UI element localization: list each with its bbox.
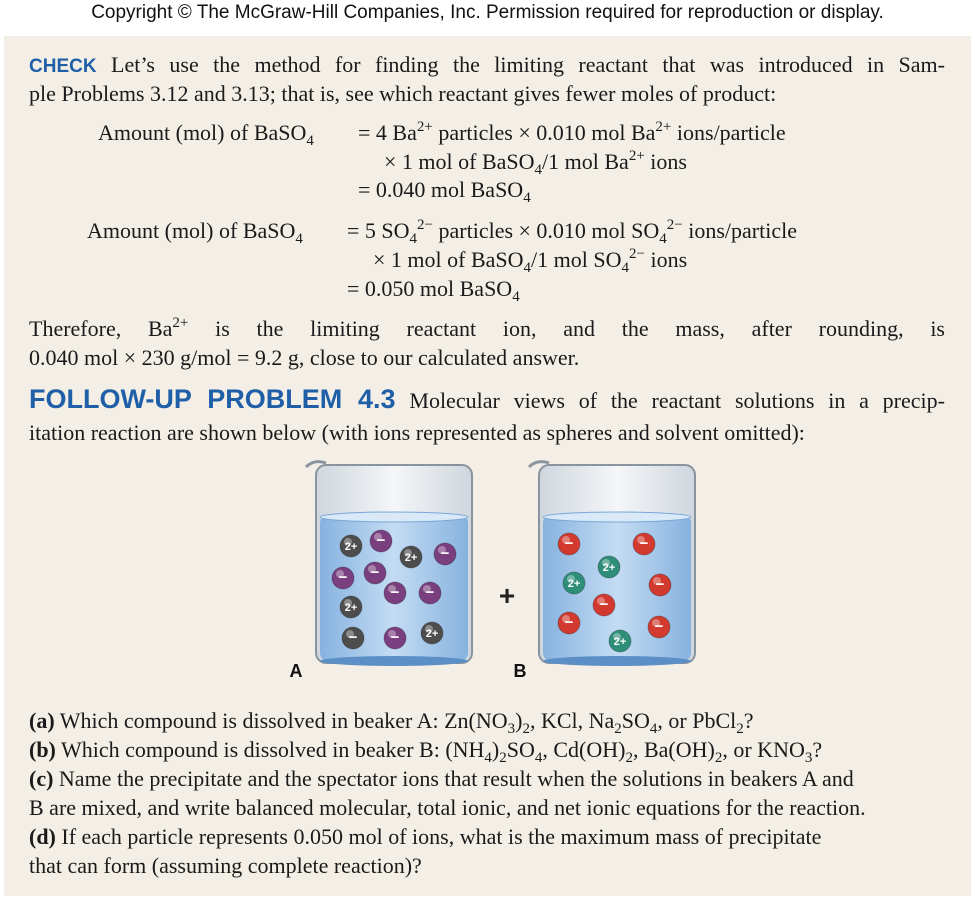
check-label: CHECK	[29, 56, 97, 77]
svg-text:−: −	[639, 535, 649, 552]
svg-text:−: −	[654, 618, 664, 635]
anion-sphere	[593, 594, 615, 616]
anion-sphere	[633, 533, 655, 555]
anion-sphere	[364, 562, 386, 584]
svg-text:−: −	[440, 545, 450, 562]
anion-sphere	[558, 533, 580, 555]
svg-text:−: −	[338, 569, 348, 586]
cation-sphere	[340, 535, 362, 557]
svg-text:2+: 2+	[404, 552, 418, 564]
therefore-line-1: Therefore, $Ba^{2+}$ is the limiting reactant ion, and the mass, after rounding, is	[29, 315, 945, 341]
followup-line-2	[29, 418, 805, 447]
cation-sphere	[563, 572, 585, 594]
cation-sphere	[400, 546, 422, 568]
svg-text:−: −	[390, 584, 400, 601]
label-b: B	[513, 661, 527, 681]
svg-text:2+: 2+	[567, 578, 581, 590]
svg-text:2+: 2+	[425, 628, 439, 640]
check-text-2: ple Problems 3.12 and 3.13; that is, see which reactant gives fewer moles of product:	[29, 81, 777, 106]
svg-text:−: −	[390, 629, 400, 646]
svg-text:−: −	[564, 614, 574, 631]
eq2-lhs: Amount (mol) of BaSO$_4$	[87, 218, 303, 247]
cation-sphere	[421, 622, 443, 644]
anion-sphere	[648, 616, 670, 638]
question-c-line-1: (c) Name the precipitate and the spectator ions that result when the solutions in beakers A and	[29, 766, 854, 791]
question-a: (a) Which compound is dissolved in beaker A: $Zn(NO_3)_2$, KCl, $Na_2SO_4$, or PbCl$_2$?	[29, 708, 754, 737]
anion-sphere	[342, 627, 364, 649]
followup-line-1	[29, 385, 945, 415]
anion-sphere	[434, 543, 456, 565]
copyright-notice: Copyright © The McGraw-Hill Companies, Inc. Permission required for reproduction or display.	[91, 2, 884, 23]
question-d-line-1: (d) If each particle represents 0.050 mol of ions, what is the maximum mass of precipitate	[29, 824, 822, 849]
svg-text:2+: 2+	[344, 541, 358, 553]
eq2-row1: = 5 $SO_4^{2-}$ particles × 0.010 mol $SO_4^{2-}$ ions/particle	[347, 217, 797, 247]
svg-text:2+: 2+	[344, 602, 358, 614]
followup-text-1: Molecular views of the reactant solutions in a precip-	[395, 388, 945, 413]
anion-sphere	[332, 567, 354, 589]
anion-sphere	[384, 627, 406, 649]
question-d-line-2: that can form (assuming complete reaction)?	[29, 853, 422, 878]
check-line-2	[29, 79, 776, 108]
anion-sphere	[419, 582, 441, 604]
eq2-row2: × 1 mol of BaSO$_4$/1 mol $SO_4^{2-}$ ions	[373, 246, 688, 276]
svg-text:−: −	[599, 596, 609, 613]
eq1-row1: = 4 $Ba^{2+}$ particles × 0.010 mol $Ba^{2+}$ ions/particle	[358, 119, 786, 145]
anion-sphere	[370, 530, 392, 552]
svg-text:−: −	[425, 584, 435, 601]
anion-sphere	[384, 582, 406, 604]
anion-sphere	[558, 612, 580, 634]
therefore-line-2: 0.040 mol × 230 g/mol = 9.2 g, close to our calculated answer.	[29, 345, 580, 370]
check-text-1: Let’s use the method for finding the limiting reactant that was introduced in Sam-	[111, 52, 945, 77]
svg-text:−: −	[564, 535, 574, 552]
plus-sign: +	[498, 580, 516, 611]
followup-text-2: itation reaction are shown below (with ions represented as spheres and solvent omitted):	[29, 420, 805, 445]
question-b: (b) Which compound is dissolved in beaker B: $(NH_4)_2SO_4$, $Cd(OH)_2$, $Ba(OH)_2$, or $KNO_3$?	[29, 737, 823, 766]
svg-text:−: −	[655, 576, 665, 593]
anion-sphere	[649, 574, 671, 596]
eq1-row2: × 1 mol of BaSO$_4$/1 mol $Ba^{2+}$ ions	[384, 148, 687, 178]
cation-sphere	[340, 596, 362, 618]
svg-text:2+: 2+	[602, 562, 616, 574]
eq1-lhs: Amount (mol) of BaSO$_4$	[98, 120, 314, 149]
cation-sphere	[598, 556, 620, 578]
eq2-row3: = 0.050 mol BaSO$_4$	[347, 276, 520, 305]
eq1-row3: = 0.040 mol BaSO$_4$	[358, 177, 531, 206]
beaker-figure	[280, 455, 710, 685]
label-a: A	[289, 661, 303, 681]
svg-text:2+: 2+	[613, 636, 627, 648]
question-c-line-2: B are mixed, and write balanced molecular, total ionic, and net ionic equations for the reaction.	[29, 795, 866, 820]
followup-label: FOLLOW-UP PROBLEM 4.3	[29, 384, 396, 414]
check-line-1	[29, 50, 945, 81]
svg-text:−: −	[370, 564, 380, 581]
cation-sphere	[609, 630, 631, 652]
svg-text:−: −	[348, 629, 358, 646]
svg-text:−: −	[376, 532, 386, 549]
